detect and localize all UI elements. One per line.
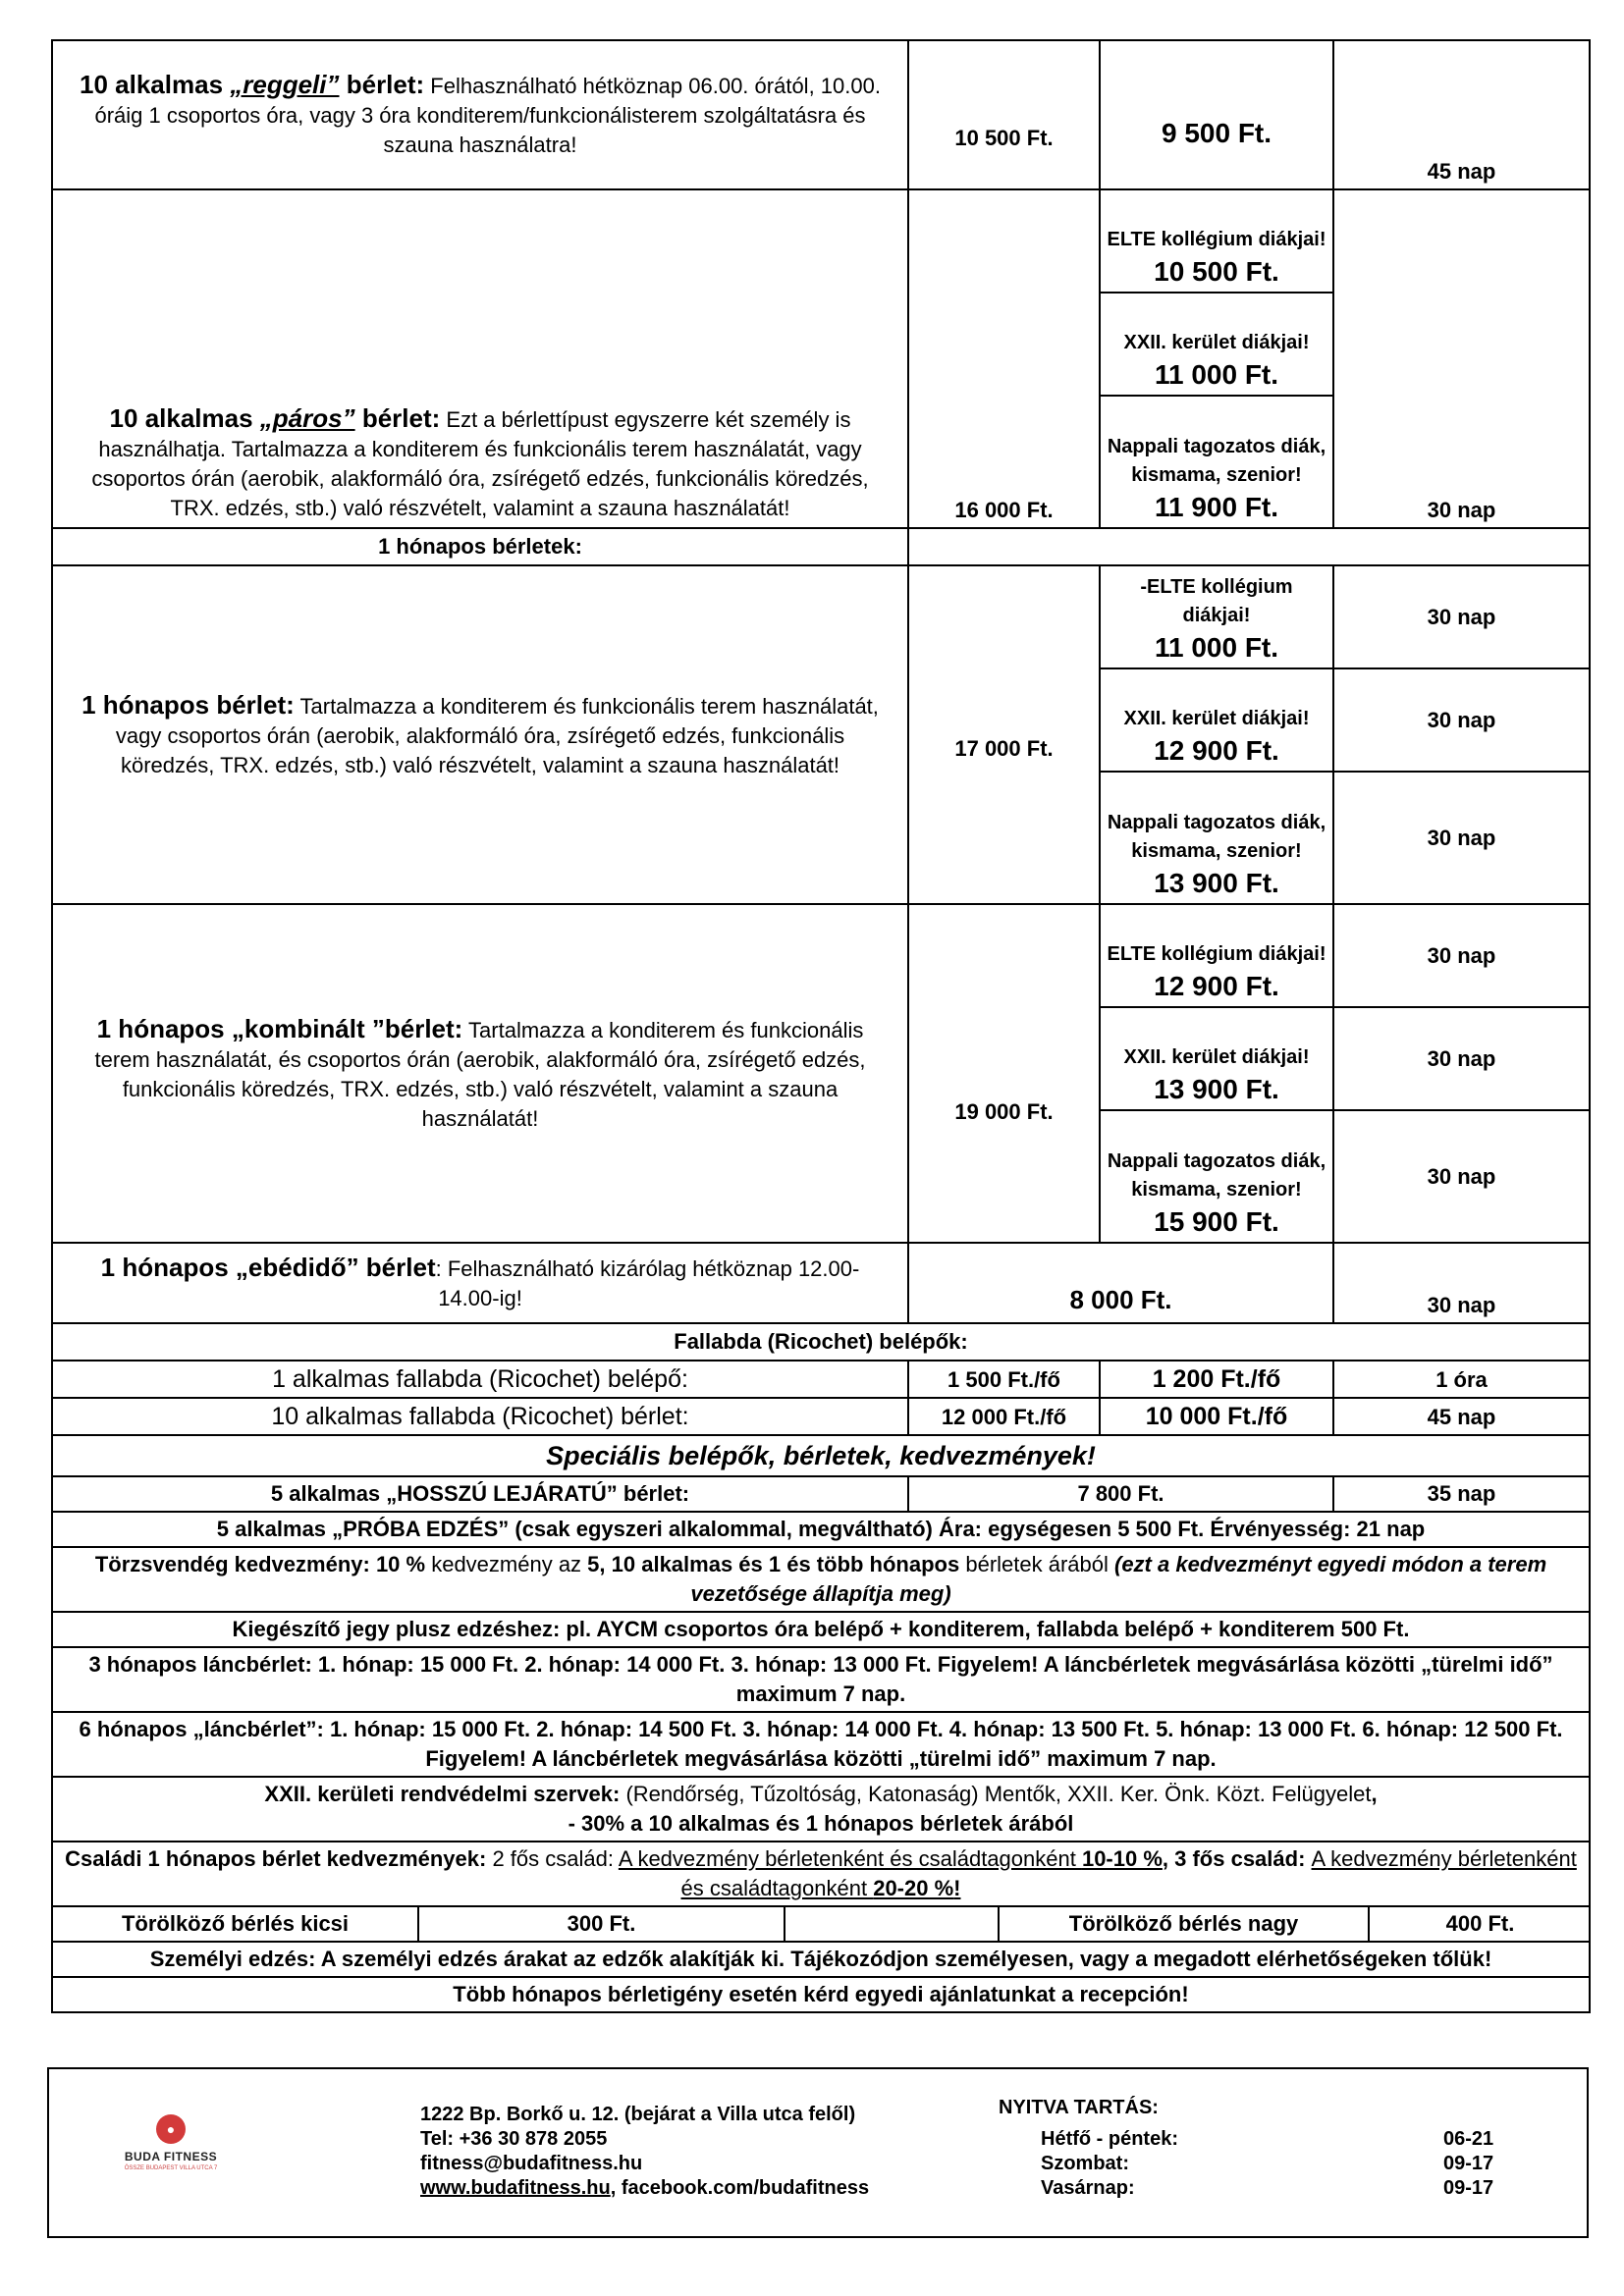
combined-discount-student-validity: 30 nap [1333, 1110, 1590, 1243]
row-chain6 [52, 1712, 1590, 1777]
combined-discount-xxii-validity: 30 nap [1333, 1007, 1590, 1110]
hours-row [999, 2176, 1548, 2201]
row-towel [52, 1906, 1590, 1942]
monthly-pass-text: Tartalmazza a konditerem és funkcionális terem használatát, vagy csoportos órán (aerobik, alakformáló óra, zsírégető edzés, funkcionális köredzés, TRX. edzés, stb.) való részvételt, valamint a szauna használatát! [115, 693, 879, 777]
monthly-discount-student [1100, 772, 1333, 904]
combined-discount-student-price: 15 900 Ft. [1154, 1206, 1279, 1237]
row-family [52, 1842, 1590, 1906]
pair-pass-desc [52, 189, 908, 528]
squash-ten-discount: 10 000 Ft./fő [1100, 1398, 1333, 1435]
phone[interactable]: Tel: +36 30 878 2055 [420, 2128, 608, 2150]
morning-pass-desc [52, 40, 908, 189]
footer [47, 2067, 1589, 2238]
row-monthly-pass [52, 565, 1590, 668]
family-h: ! [953, 1876, 961, 1900]
monthly-discount-xxii [1100, 668, 1333, 772]
hours-time: 06-21 [1443, 2128, 1494, 2150]
long-term-price: 7 800 Ft. [908, 1476, 1333, 1512]
loyalty-c: 5, 10 alkalmas és 1 és több hónapos [587, 1552, 960, 1576]
pair-pass-title-em: „páros” [259, 403, 355, 433]
law-b: (Rendőrség, Tűzoltóság, Katonaság) Mentők, XXII. Ker. Önk. Közt. Felügyelet [620, 1782, 1372, 1806]
facebook-link[interactable]: , facebook.com/budafitness [610, 2177, 870, 2199]
towel-small-label: Törölköző bérlés kicsi [53, 1907, 418, 1941]
hours-day: Hétfő - péntek: [1041, 2128, 1178, 2150]
personal-training: Személyi edzés: A személyi edzés árakat az edzők alakítják ki. Tájékozódjon személyesen, vagy a megadott elérhetőségeken tőlük! [52, 1942, 1590, 1977]
row-morning-pass [52, 40, 1590, 189]
pair-discount-elte-price: 10 500 Ft. [1154, 256, 1279, 287]
morning-pass-discount [1100, 40, 1333, 189]
monthly-pass-desc [52, 565, 908, 904]
monthly-discount-elte-validity: 30 nap [1333, 565, 1590, 668]
row-personal [52, 1942, 1590, 1977]
lunch-pass-price: 8 000 Ft. [908, 1243, 1333, 1323]
loyalty-e: (ezt a kedvezményt egyedi módon a terem vezetősége állapítja meg) [690, 1552, 1547, 1606]
price-list [51, 39, 1589, 2013]
opening-hours-title: NYITVA TARTÁS: [999, 2097, 1159, 2118]
pair-discount-elte-label: ELTE kollégium diákjai! [1107, 229, 1326, 250]
section-monthly-empty [908, 528, 1590, 565]
towel-cell [52, 1906, 1590, 1942]
row-loyalty [52, 1547, 1590, 1612]
combined-discount-xxii-label: XXII. kerület diákjai! [1123, 1046, 1310, 1068]
address: 1222 Bp. Borkő u. 12. (bejárat a Villa utca felől) [420, 2104, 856, 2125]
contact-info [420, 2103, 869, 2201]
row-combined-pass [52, 904, 1590, 1007]
monthly-discount-elte [1100, 565, 1333, 668]
long-term-validity: 35 nap [1333, 1476, 1590, 1512]
chain6-pass: 6 hónapos „láncbérlet”: 1. hónap: 15 000 Ft. 2. hónap: 14 500 Ft. 3. hónap: 14 000 Ft. 4. hónap: 13 500 Ft. 5. hónap: 13 000 Ft. 6. hónap: 12 500 Ft. Figyelem! A láncbérletek megvásárlása közötti „türelmi idő” maximum 7 nap. [52, 1712, 1590, 1777]
combined-discount-student-label: Nappali tagozatos diák, kismama, szenior! [1107, 1150, 1326, 1201]
law-enforcement-discount [52, 1777, 1590, 1842]
pair-discount-elte [1100, 189, 1333, 293]
chain3-pass: 3 hónapos láncbérlet: 1. hónap: 15 000 Ft. 2. hónap: 14 000 Ft. 3. hónap: 13 000 Ft. Figyelem! A láncbérletek megvásárlása közötti „türelmi idő” maximum 7 nap. [52, 1647, 1590, 1712]
section-monthly-title: 1 hónapos bérletek: [52, 528, 908, 565]
combined-discount-xxii-price: 13 900 Ft. [1154, 1074, 1279, 1104]
pair-discount-xxii [1100, 293, 1333, 396]
squash-single-validity: 1 óra [1333, 1361, 1590, 1398]
towel-small-price: 300 Ft. [418, 1907, 785, 1941]
combined-pass-title: 1 hónapos „kombinált ”bérlet: [96, 1013, 463, 1043]
monthly-discount-student-validity: 30 nap [1333, 772, 1590, 904]
hours-time: 09-17 [1443, 2177, 1494, 2199]
monthly-discount-xxii-label: XXII. kerület diákjai! [1123, 708, 1310, 729]
lunch-pass-validity: 30 nap [1333, 1243, 1590, 1323]
monthly-pass-title: 1 hónapos bérlet: [81, 689, 295, 720]
row-squash-single [52, 1361, 1590, 1398]
monthly-pass-price: 17 000 Ft. [908, 565, 1100, 904]
family-discount [52, 1842, 1590, 1906]
opening-hours [999, 2097, 1548, 2201]
morning-pass-title-end: bérlet: [339, 70, 425, 99]
squash-single-price: 1 500 Ft./fő [908, 1361, 1100, 1398]
loyalty-b: kedvezmény az [425, 1552, 588, 1576]
hours-row [999, 2152, 1548, 2176]
morning-pass-text: Felhasználható hétköznap 06.00. órától, 10.00. óráig 1 csoportos óra, vagy 3 óra konditerem/funkcionálisterem szolgáltatásra és szauna használatra! [94, 74, 881, 157]
row-section-monthly [52, 528, 1590, 565]
hours-time: 09-17 [1443, 2153, 1494, 2174]
family-b: 2 fős család: [486, 1846, 619, 1871]
row-multi-month [52, 1977, 1590, 2012]
logo-name: BUDA FITNESS [124, 2150, 218, 2163]
pair-pass-title-end: bérlet: [354, 403, 441, 433]
squash-ten-validity: 45 nap [1333, 1398, 1590, 1435]
combined-discount-elte-label: ELTE kollégium diákjai! [1107, 943, 1326, 965]
row-section-squash [52, 1323, 1590, 1361]
combined-discount-elte-price: 12 900 Ft. [1154, 971, 1279, 1001]
monthly-discount-xxii-validity: 30 nap [1333, 668, 1590, 772]
row-chain3 [52, 1647, 1590, 1712]
family-g: 20-20 % [873, 1876, 954, 1900]
pair-discount-student-price: 11 900 Ft. [1154, 492, 1279, 522]
loyalty-d: bérletek árából [959, 1552, 1114, 1576]
monthly-discount-elte-price: 11 000 Ft. [1154, 632, 1279, 663]
towel-large-label: Törölköző bérlés nagy [999, 1907, 1369, 1941]
row-lunch-pass [52, 1243, 1590, 1323]
lunch-pass-text: : Felhasználható kizárólag hétköznap 12.00-14.00-ig! [435, 1256, 860, 1310]
section-squash-title: Fallabda (Ricochet) belépők: [52, 1323, 1590, 1361]
row-pair-pass [52, 189, 1590, 293]
row-long-term [52, 1476, 1590, 1512]
combined-pass-price: 19 000 Ft. [908, 904, 1100, 1243]
combined-pass-text: Tartalmazza a konditerem és funkcionális terem használatát, és csoportos órán (aerobik, alakformáló óra, zsírégető edzés, funkcionális köredzés, TRX. edzés, stb.) való részvételt, valamint a szauna használatát! [94, 1017, 866, 1131]
trial-pass: 5 alkalmas „PRÓBA EDZÉS” (csak egyszeri alkalommal, megváltható) Ára: egységesen 5 500 Ft. Érvényesség: 21 nap [52, 1512, 1590, 1547]
towel-spacer [785, 1907, 999, 1941]
row-law-enforcement [52, 1777, 1590, 1842]
monthly-discount-student-price: 13 900 Ft. [1154, 868, 1279, 898]
pair-pass-price: 16 000 Ft. [908, 189, 1100, 528]
row-squash-ten [52, 1398, 1590, 1435]
family-d: 10-10 % [1081, 1846, 1163, 1871]
pair-discount-xxii-label: XXII. kerület diákjai! [1123, 332, 1310, 353]
row-extra [52, 1612, 1590, 1647]
hours-day: Vasárnap: [1041, 2177, 1135, 2199]
combined-discount-xxii [1100, 1007, 1333, 1110]
combined-pass-desc [52, 904, 908, 1243]
morning-pass-validity: 45 nap [1333, 40, 1590, 189]
pair-pass-title: 10 alkalmas [109, 403, 260, 433]
morning-pass-title: 10 alkalmas [80, 70, 231, 99]
law-d: - 30% a 10 alkalmas és 1 hónapos bérletek árából [568, 1811, 1074, 1836]
law-a: XXII. kerületi rendvédelmi szervek: [264, 1782, 621, 1806]
law-c: , [1371, 1782, 1378, 1806]
towel-large-price: 400 Ft. [1445, 1911, 1515, 1936]
morning-pass-discount-price: 9 500 Ft. [1161, 118, 1272, 148]
combined-discount-elte [1100, 904, 1333, 1007]
website-link[interactable]: www.budafitness.hu [420, 2177, 611, 2199]
morning-pass-title-em: „reggeli” [230, 70, 340, 99]
family-f: A kedvezmény bérletenként és családtagonként [680, 1846, 1577, 1900]
section-special-title: Speciális belépők, bérletek, kedvezmények! [52, 1435, 1590, 1476]
monthly-discount-student-label: Nappali tagozatos diák, kismama, szenior! [1107, 812, 1326, 862]
lunch-pass-desc [52, 1243, 908, 1323]
row-trial [52, 1512, 1590, 1547]
extra-ticket: Kiegészítő jegy plusz edzéshez: pl. AYCM csoportos óra belépő + konditerem, fallabda belépő + konditerem 500 Ft. [52, 1612, 1590, 1647]
pair-discount-student-label: Nappali tagozatos diák, kismama, szenior! [1107, 436, 1326, 486]
lunch-pass-title: 1 hónapos „ebédidő” bérlet [100, 1253, 436, 1282]
squash-single-name: 1 alkalmas fallabda (Ricochet) belépő: [52, 1361, 908, 1398]
pair-pass-validity: 30 nap [1333, 189, 1590, 528]
squash-single-discount: 1 200 Ft./fő [1100, 1361, 1333, 1398]
dumbbell-icon: ● [156, 2114, 186, 2144]
pair-pass-text: Ezt a bérlettípust egyszerre két személy is használhatja. Tartalmazza a konditerem és funkcionális terem használatát, vagy csoportos órán (aerobik, alakformáló óra, zsírégető edzés, funkcionális köredzés, TRX. edzés, stb.) való részvételt, valamint a szauna használatát! [91, 407, 869, 520]
price-table [51, 39, 1591, 2013]
monthly-discount-xxii-price: 12 900 Ft. [1154, 735, 1279, 766]
loyalty-discount [52, 1547, 1590, 1612]
pair-discount-xxii-price: 11 000 Ft. [1154, 359, 1279, 390]
family-c: A kedvezmény bérletenként és családtagonként [618, 1846, 1082, 1871]
email-link[interactable]: fitness@budafitness.hu [420, 2153, 643, 2174]
logo-tagline: ÖSSZE BUDAPEST VILLA UTCA 7 [124, 2165, 218, 2171]
hours-row [999, 2127, 1548, 2152]
squash-ten-price: 12 000 Ft./fő [908, 1398, 1100, 1435]
pair-discount-student [1100, 396, 1333, 528]
multi-month-offer: Több hónapos bérletigény esetén kérd egyedi ajánlatunkat a recepción! [52, 1977, 1590, 2012]
family-e: , 3 fős család: [1162, 1846, 1312, 1871]
family-a: Családi 1 hónapos bérlet kedvezmények: [65, 1846, 487, 1871]
monthly-discount-elte-label: -ELTE kollégium diákjai! [1140, 576, 1293, 626]
squash-ten-name: 10 alkalmas fallabda (Ricochet) bérlet: [52, 1398, 908, 1435]
row-section-special [52, 1435, 1590, 1476]
towel-table [53, 1907, 1591, 1941]
morning-pass-price: 10 500 Ft. [908, 40, 1100, 189]
combined-discount-elte-validity: 30 nap [1333, 904, 1590, 1007]
loyalty-a: Törzsvendég kedvezmény: 10 % [94, 1552, 426, 1576]
long-term-name: 5 alkalmas „HOSSZÚ LEJÁRATÚ” bérlet: [52, 1476, 908, 1512]
hours-day: Szombat: [1041, 2153, 1129, 2174]
combined-discount-student [1100, 1110, 1333, 1243]
buda-fitness-logo [124, 2114, 218, 2171]
